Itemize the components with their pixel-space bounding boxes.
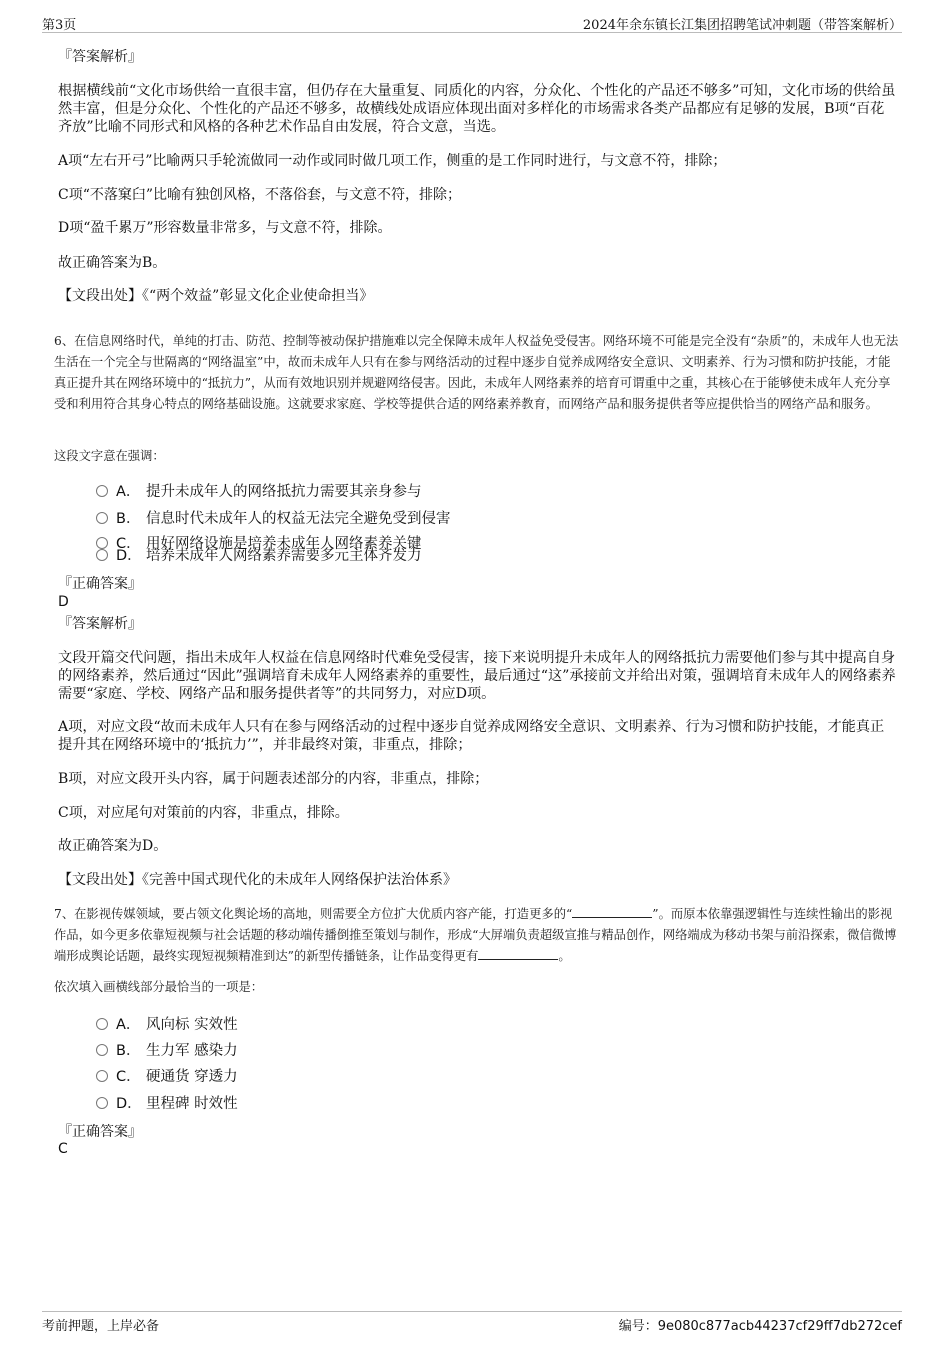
question-prompt: 这段文字意在强调： <box>54 449 165 463</box>
page-number: 第3页 <box>42 18 77 33</box>
analysis-paragraph: A项，对应文段“故而未成年人只有在参与网络活动的过程中逐步自觉养成网络安全意识、文明素养、行为习惯和防护技能，才能真正提升其在网络环境中的‘抵抗力’”，并非最终对策，非重点，排除； <box>58 719 885 753</box>
source-citation: 【文段出处】《“两个效益”彰显文化企业使命担当》 <box>58 288 374 304</box>
page-header <box>42 12 902 33</box>
analysis-paragraph: 故正确答案为D。 <box>58 838 168 854</box>
analysis-paragraph: D项“盈千累万”形容数量非常多，与文意不符，排除。 <box>58 220 392 236</box>
analysis-paragraph: 故正确答案为B。 <box>58 255 167 271</box>
option-c[interactable]: C． 硬通货 穿透力 <box>96 1067 238 1087</box>
option-d[interactable]: D． 培养未成年人网络素养需要多元主体齐发力 <box>96 546 422 566</box>
analysis-paragraph: 根据横线前“文化市场供给一直很丰富，但仍存在大量重复、同质化的内容，分众化、个性化的产品还不够多”可知，文化市场的供给虽然丰富，但是分众化、个性化的产品还不够多，故横线处成语应体现出面对多样化的市场需求各类产品都应有足够的发展，B项“百花齐放”比喻不同形式和风格的各种艺术作品自由发展，符合文意，当选。 <box>58 83 896 135</box>
document-id: 编号：9e080c877acb44237cf29ff7db272cef <box>618 1319 902 1334</box>
analysis-label: 『答案解析』 <box>58 49 142 65</box>
document-title: 2024年余东镇长江集团招聘笔试冲刺题（带答案解析） <box>582 18 902 33</box>
source-citation: 【文段出处】《完善中国式现代化的未成年人网络保护法治体系》 <box>58 872 457 888</box>
option-a[interactable]: A． 风向标 实效性 <box>96 1015 238 1035</box>
analysis-label: 『答案解析』 <box>58 616 142 632</box>
question-stem: 7、在影视传媒领域，要占领文化舆论场的高地，则需要全方位扩大优质内容产能，打造更多的“ ”。而原本依靠强逻辑性与连续性输出的影视作品，如今更多依靠短视频与社会话题的移动端传播倒推至策划与制作，形成“大屏端负责超级宣推与精品创作，网络端成为移动书架与前沿探索，微信微博端形成舆论话题，最终实现短视频精准到达”的新型传播链条，让作品变得更有 。 <box>54 907 897 963</box>
analysis-paragraph: A项“左右开弓”比喻两只手轮流做同一动作或同时做几项工作，侧重的是工作同时进行，与文意不符，排除； <box>58 153 727 169</box>
analysis-paragraph: C项，对应尾句对策前的内容，非重点，排除。 <box>58 805 349 821</box>
analysis-paragraph: B项，对应文段开头内容，属于问题表述部分的内容，非重点，排除； <box>58 771 489 787</box>
option-d[interactable]: D． 里程碑 时效性 <box>96 1094 238 1114</box>
correct-label: 『正确答案』 <box>58 576 142 592</box>
correct-answer: C <box>58 1141 68 1157</box>
radio-icon[interactable] <box>96 1097 108 1109</box>
option-b[interactable]: B． 生力军 感染力 <box>96 1041 238 1061</box>
question-stem: 6、在信息网络时代，单纯的打击、防范、控制等被动保护措施难以完全保障未成年人权益免受侵害。网络环境不可能是完全没有“杂质”的，未成年人也无法生活在一个完全与世隔离的“网络温室”中，故而未成年人只有在参与网络活动的过程中逐步自觉养成网络安全意识、文明素养、行为习惯和防护技能，才能真正提升其在网络环境中的“抵抗力”，从而有效地识别并规避网络侵害。因此，未成年人网络素养的培育可谓重中之重，其核心在于能够使未成年人充分享受和利用符合其身心特点的网络基础设施。这就要求家庭、学校等提供合适的网络素养教育，而网络产品和服务提供者等应提供恰当的网络产品和服务。 <box>54 334 899 411</box>
radio-icon[interactable] <box>96 549 108 561</box>
radio-icon[interactable] <box>96 485 108 497</box>
footer-slogan: 考前押题，上岸必备 <box>42 1319 160 1334</box>
page-footer <box>42 1311 902 1334</box>
radio-icon[interactable] <box>96 1070 108 1082</box>
analysis-paragraph: 文段开篇交代问题，指出未成年人权益在信息网络时代难免受侵害，接下来说明提升未成年人的网络抵抗力需要他们参与其中提高自身的网络素养，然后通过“因此”强调培育未成年人网络素养的重要性，最后通过“这”承接前文并给出对策，强调培育未成年人的网络素养需要“家庭、学校、网络产品和服务提供者等”的共同努力，对应D项。 <box>58 650 896 702</box>
fill-blank <box>572 905 652 918</box>
analysis-paragraph: C项“不落窠臼”比喻有独创风格，不落俗套，与文意不符，排除； <box>58 187 462 203</box>
correct-answer: D <box>58 594 69 610</box>
radio-icon[interactable] <box>96 512 108 524</box>
question-prompt: 依次填入画横线部分最恰当的一项是： <box>54 980 264 994</box>
option-b[interactable]: B． 信息时代未成年人的权益无法完全避免受到侵害 <box>96 509 451 529</box>
correct-label: 『正确答案』 <box>58 1124 142 1140</box>
option-c[interactable]: C． 用好网络设施是培养未成年人网络素养关键 <box>96 534 422 554</box>
option-a[interactable]: A． 提升未成年人的网络抵抗力需要其亲身参与 <box>96 482 422 502</box>
radio-icon[interactable] <box>96 1044 108 1056</box>
fill-blank <box>478 947 558 960</box>
radio-icon[interactable] <box>96 1018 108 1030</box>
